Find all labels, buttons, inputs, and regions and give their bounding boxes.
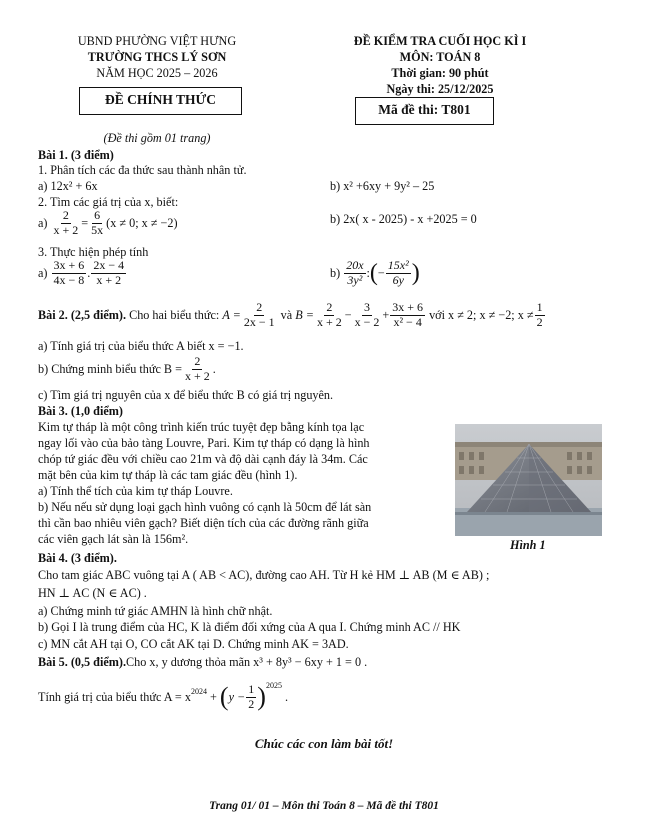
q3a-label: a) (38, 265, 48, 280)
exam-code: Mã đề thi: T801 (378, 102, 471, 117)
bai3-title: Bài 3. (1,0 điểm) (38, 404, 123, 418)
q3b-label: b) (330, 265, 341, 280)
authority: UBND PHƯỜNG VIỆT HƯNG (77, 34, 237, 48)
louvre-pyramid-photo (455, 424, 602, 536)
official-label: ĐỀ CHÍNH THỨC (104, 92, 216, 107)
bai1-q2a (38, 209, 178, 238)
bai4-line: b) Gọi I là trung điểm của HC, K là điểm đối xứng của A qua I. Chứng minh AC // HK (38, 620, 461, 634)
bai1-q2: 2. Tìm các giá trị của x, biết: (38, 195, 179, 209)
bai5-exp2: 2025 (265, 681, 282, 690)
bai5-plus: + (209, 689, 217, 704)
bai4-line: c) MN cắt AH tại O, CO cắt AK tại D. Chứng minh AK = 3AD. (38, 637, 349, 651)
bai1-q3: 3. Thực hiện phép tính (38, 245, 149, 259)
bai2-qa: a) Tính giá trị của biểu thức A biết x = −1. (38, 339, 244, 353)
bai5-inner: y − (228, 689, 246, 704)
bai3-line: b) Nếu nếu sử dụng loại gạch hình vuông có cạnh là 50cm để lát sàn (38, 500, 372, 514)
school-name: TRƯỜNG THCS LÝ SƠN (87, 50, 227, 64)
bai1-q1a: a) 12x² + 6x (38, 179, 98, 193)
bai3-line: Kim tự tháp là một công trình kiến trúc tuyệt đẹp bằng kính tọa lạc (38, 420, 365, 434)
school-year: NĂM HỌC 2025 – 2026 (96, 66, 218, 80)
bai4-line: HN ⊥ AC (N ∈ AC) . (38, 586, 147, 600)
bai3-line: các viên gạch lát sàn là 156m². (38, 532, 189, 546)
q3a-frac2: $\frac{2x - 4}{x + 2}$ (93, 258, 125, 287)
bai1-title: Bài 1. (3 điểm) (38, 148, 114, 162)
duration: Thời gian: 90 phút (391, 66, 489, 80)
bai2-qb: b) Chứng minh biểu thức B = $\frac{2}{x + 2}$ . (38, 354, 216, 383)
bai2-and: và (280, 307, 293, 322)
bai3-line: thì cần bao nhiêu viên gạch? Biết diện tích của các đường rãnh giữa (38, 516, 369, 530)
bai1-q3a: a) $\frac{3x + 6}{4x - 8}$ . $\frac{2x - 4}{x + 2}$ (38, 258, 125, 287)
bai5-half: $\frac{1}{2}$ (248, 682, 255, 711)
bai2-A-lhs: A = (222, 307, 241, 322)
bai5-intro: Cho x, y dương thỏa mãn x³ + 8y³ − 6xy + 1 = 0 . (126, 655, 368, 669)
bai4-line: a) Chứng minh tứ giác AMHN là hình chữ nhật. (38, 604, 273, 618)
bai5-statement (38, 655, 367, 670)
bai2-B-frac3: $\frac{3x + 6}{\text{x² − 4}}$ (392, 300, 424, 329)
bai1-q1b: b) x² +6xy + 9y² – 25 (330, 179, 435, 193)
pages-note: (Đề thi gồm 01 trang) (103, 131, 211, 145)
bai1-q1: 1. Phân tích các đa thức sau thành nhân tử. (38, 163, 247, 177)
q2a-eq: = (81, 215, 89, 230)
bai3-line: ngay lối vào của bảo tàng Louvre, Pari. Kim tự tháp có dạng là hình (38, 436, 370, 450)
pyramid-illustration (455, 424, 602, 536)
bai2-statement: Bài 2. (2,5 điểm). Cho hai biểu thức: A = $\frac{2}{2x - 1}$ và B = $\frac{2}{x + 2}$ − $\frac{3}{x - 2}$ + $\frac{3x + 6}{\text{x² − 4}}$ với x ≠ 2; x ≠ −2; x ≠ $\frac{1}{2}$ (38, 300, 543, 329)
bai3-line: chóp tứ giác đều với chiều cao 21m và độ dài cạnh đáy là 34m. Các (38, 452, 368, 466)
bai5-exp1: 2024 (190, 687, 207, 696)
bai2-A-frac: $\frac{2}{2x - 1}$ (243, 300, 275, 329)
bai5-question: Tính giá trị của biểu thức A = x $^{2024}$ + ( y − $\frac{1}{2}$ ) $^{2025}$ . (38, 681, 289, 712)
bai1-q3b: b) $\frac{20x}{\text{3y²}}$ : ( − $\frac{\text{15x²}}{6y}$ ) (330, 258, 420, 287)
q2a-label: a) (38, 215, 48, 230)
q2a-frac2: $\frac{6}{5x}$ (91, 208, 104, 237)
bai2-cond-frac: $\frac{1}{2}$ (536, 300, 543, 329)
bai4-line: Cho tam giác ABC vuông tại A ( AB < AC), đường cao AH. Từ H kẻ HM ⊥ AB (M ∈ AB) ; (38, 568, 490, 582)
q3a-frac1: $\frac{3x + 6}{4x - 8}$ (53, 258, 85, 287)
bai2-qb-frac: $\frac{2}{x + 2}$ (184, 354, 210, 383)
bai3-line: a) Tính thể tích của kim tự tháp Louvre. (38, 484, 233, 498)
subject: MÔN: TOÁN 8 (399, 50, 481, 64)
bai1-q2b: b) 2x( x - 2025) - x +2025 = 0 (330, 212, 477, 226)
q2a-frac1: $\frac{2}{x + 2}$ (53, 208, 79, 237)
bai2-qc: c) Tìm giá trị nguyên của x để biểu thức B có giá trị nguyên. (38, 388, 334, 402)
figure-caption: Hình 1 (510, 538, 546, 552)
bai2-title: Bài 2. (2,5 điểm). (38, 307, 127, 322)
bai4-title: Bài 4. (3 điểm). (38, 551, 117, 565)
bai2-qb-text: b) Chứng minh biểu thức B = (38, 361, 182, 376)
bai3-line: mặt bên của kim tự tháp là các tam giác đều (hình 1). (38, 468, 298, 482)
exam-date: Ngày thi: 25/12/2025 (386, 82, 494, 96)
exam-title: ĐỀ KIỂM TRA CUỐI HỌC KÌ I (353, 34, 527, 48)
q3b-frac2: $\frac{\text{15x²}}{6y}$ (387, 258, 409, 287)
bai5-q-text: Tính giá trị của biểu thức A = x (38, 689, 191, 704)
q3b-frac1: $\frac{20x}{\text{3y²}}$ (346, 258, 364, 287)
closing-wish: Chúc các con làm bài tốt! (254, 736, 394, 751)
bai5-title: Bài 5. (0,5 điểm). (38, 655, 127, 669)
bai2-intro: Cho hai biểu thức: (129, 307, 220, 322)
page-footer: Trang 01/ 01 – Môn thi Toán 8 – Mã đề thi T801 (209, 800, 439, 812)
bai2-B-lhs: B = (295, 307, 314, 322)
bai2-cond: với x ≠ 2; x ≠ −2; x ≠ (429, 307, 534, 322)
q2a-cond: (x ≠ 0; x ≠ −2) (106, 215, 178, 230)
bai2-B-frac2: $\frac{3}{x - 2}$ (354, 300, 380, 329)
bai2-B-frac1: $\frac{2}{x + 2}$ (316, 300, 342, 329)
